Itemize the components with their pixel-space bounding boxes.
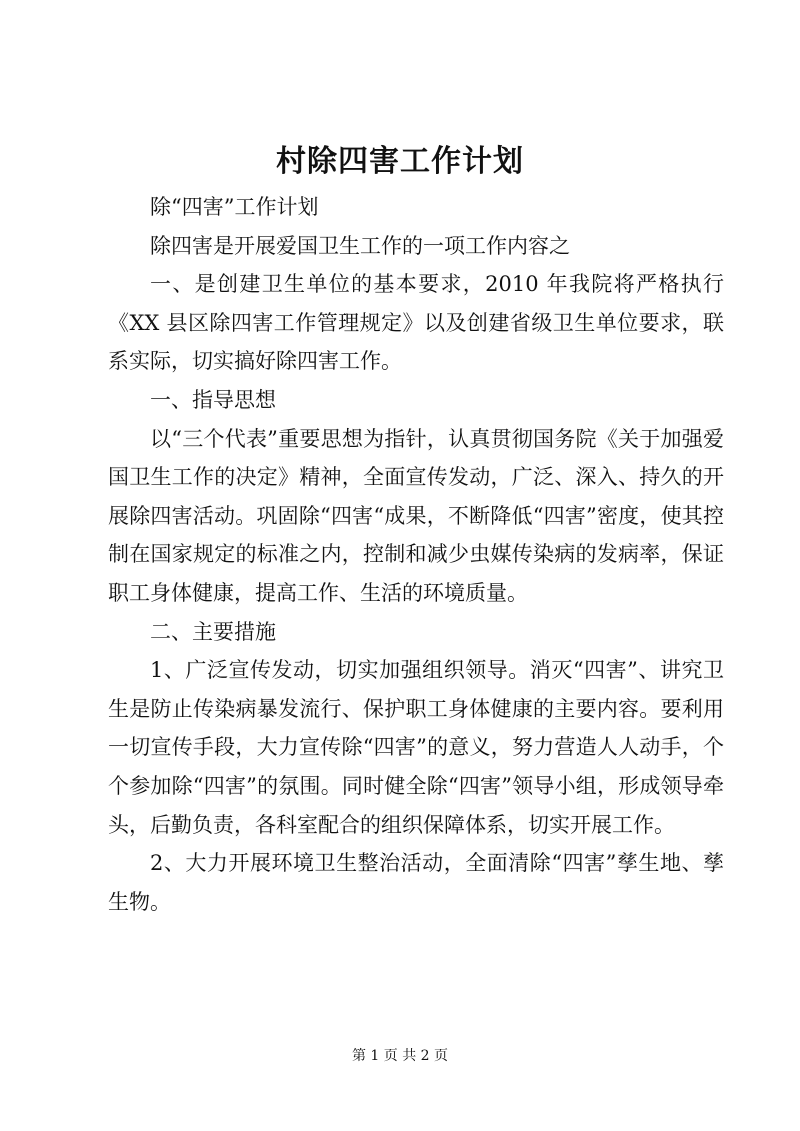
paragraph: 一、是创建卫生单位的基本要求，2010 年我院将严格执行《XX 县区除四害工作管理规定》以及创建省级卫生单位要求，联系实际，切实搞好除四害工作。 <box>108 272 724 374</box>
section-heading: 二、主要措施 <box>150 619 276 644</box>
paragraph: 除“四害”工作计划 <box>150 195 319 219</box>
paragraph: 除四害是开展爱国卫生工作的一项工作内容之 <box>150 233 570 258</box>
paragraph: 1、广泛宣传发动，切实加强组织领导。消灭“四害”、讲究卫生是防止传染病暴发流行、保护职工身体健康的主要内容。要利用一切宣传手段，大力宣传除“四害”的意义，努力营造人人动手，个个参加除“四害”的氛围。同时健全除“四害”领导小组，形成领导牵头，后勤负责，各科室配合的组织保障体系，切实开展工作。 <box>108 658 724 837</box>
paragraph: 2、大力开展环境卫生整治活动，全面清除“四害”孳生地、孳生物。 <box>108 851 724 914</box>
paragraph: 以“三个代表”重要思想为指针，认真贯彻国务院《关于加强爱国卫生工作的决定》精神，全面宣传发动，广泛、深入、持久的开展除四害活动。巩固除“四害“成果，不断降低“四害”密度，使其控制在国家规定的标准之内，控制和减少虫媒传染病的发病率，保证职工身体健康，提高工作、生活的环境质量。 <box>108 426 724 605</box>
section-heading: 一、指导思想 <box>150 387 276 412</box>
page-footer: 第 1 页 共 2 页 <box>351 1048 449 1064</box>
document-body <box>108 188 724 921</box>
document-title: 村除四害工作计划 <box>276 144 524 179</box>
